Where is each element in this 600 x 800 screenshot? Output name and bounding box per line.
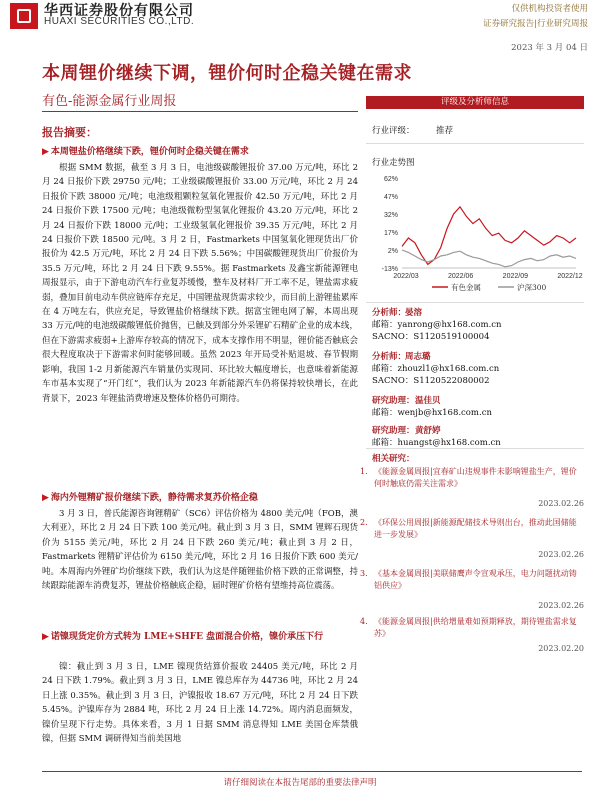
- divider: [366, 448, 584, 449]
- analyst-name: 周志璐: [405, 352, 431, 362]
- y-tick-label: 32%: [383, 212, 398, 219]
- report-date: 2023 年 3 月 04 日: [511, 43, 588, 53]
- related-research-item[interactable]: [360, 517, 582, 541]
- section-3-body: 镍：截止到 3 月 3 日，LME 镍现货结算价报收 24405 美元/吨，环比 2 月 24 日下跌 1.79%。截止到 3 月 3 日，LME 镍总库存为 44736 吨，环比 2 月 24 日上涨 0.35%。截止到 3 月 3 日，沪镍报收 18.67 万元/吨，环比 2 月 24 日下跌 5.45%。沪镍库存为 2884 吨，环比 2 月 24 日上涨 14.72%。周内消息面频发，镍价呈现下行走势。具体来看，3 月 1 日据 SMM 消息得知 LME 美国仓库禁俄镍，但据 SMM 调研得知当前美国地: [42, 662, 358, 745]
- related-research-item[interactable]: [360, 568, 582, 592]
- page-subtitle: 有色-能源金属行业周报: [42, 94, 177, 109]
- related-item-title: 《环保公用周报|新能源配储技术导则出台，推动此国储能进一步发展》: [374, 518, 577, 539]
- analyst-sac: SACNO：S1120522080002: [372, 376, 490, 386]
- analyst-email: 邮箱：yanrong@hx168.com.cn: [372, 320, 502, 330]
- y-tick-label: -13%: [381, 266, 398, 273]
- related-item-number: 1.: [360, 467, 368, 476]
- related-item-number: 3.: [360, 569, 368, 578]
- related-research-item[interactable]: [360, 466, 582, 490]
- related-item-date: 2023.02.26: [538, 499, 584, 508]
- section-1-body: 根据 SMM 数据，截至 3 月 3 日，电池级碳酸锂报价 37.00 万元/吨，环比 2 月 24 日报价下跌 29750 元/吨；工业级碳酸锂报价 33.00 万元/吨，环比 2 月 24 日报价下跌 38000 元/吨；电池级粗颗粒氢氧化锂报价 42.50 万元/吨，环比 2 月 24 日报价下跌 17500 元/吨；电池级微粉型氢氧化锂报价 43.20 万元/吨，环比 2 月 24 日报价下跌 18000 元/吨；工业级氢氧化锂报价 39.35 万元/吨，环比 2 月 24 日报价下跌 18500 元/吨。3 月 2 日，Fastmarkets 中国氢氧化锂现货出厂价报价为 42.5 万元/吨，环比 2 月 24 日下跌 5.56%；中国碳酸锂现货出厂价报价为 35.5 万元/吨，环比 2 月 24 日下跌 9.55%。据 Fastmarkets 及鑫宝新能源锂电周报显示，由于下游电动汽车行业复苏缓慢，整车及材料厂开工率不足，锂盐需求疲弱，叠加目前电动车供应链库存充足，中国锂盐现货需求较少，而目前上游锂盐累库在 4 万吨左右，供应充足，导致锂盐价格继续下跌。据富宝锂电网了解，本周出现 33 万元/吨的电池级碳酸锂低价抛售，已触及到部分外采锂矿石精矿企业的成本线，但在下游需求疲弱+上游库存较高的情况下，成本支撑作用不明显，锂价能否触底会很大程度取决于下游需求何时能够回暖。虽然 2023 年开局受补贴退坡、春节假期影响，我国 1-2 月新能源汽车销量仍实现同、环比较大幅度增长，也意味着新能源车市基本实现了“开门红”，我们认为 2023 年新能源汽车仍将保持较快增长，在此背景下，2023 年锂盐消费增速及整体价格仍可期待。: [42, 163, 358, 404]
- divider: [366, 302, 584, 303]
- analyst-role: 分析师：: [372, 352, 407, 362]
- triangle-icon: ▶: [42, 147, 49, 157]
- y-tick-label: 47%: [383, 194, 398, 201]
- title-divider: [42, 111, 358, 112]
- related-item-title: 《能源金属周报|宜春矿山违规事件未影响锂盐生产，锂价何时触底仍需关注需求》: [374, 467, 577, 488]
- analyst-role: 研究助理：: [372, 396, 415, 406]
- sidebar-header: 评级及分析师信息: [366, 96, 584, 109]
- footer-disclaimer: 请仔细阅读在本报告尾部的重要法律声明: [223, 778, 377, 788]
- x-tick-label: 2022/03: [393, 273, 419, 280]
- section-2-body: 3 月 3 日，普氏能源咨询锂精矿（SC6）评估价格为 4800 美元/吨（FOB，澳大利亚），环比 2 月 24 日下跌 100 美元/吨。截止到 3 月 3 日，SMM 锂辉石现货价为 5155 美元/吨，环比 2 月 24 日下跌 260 美元/吨；截止到 3 月 2 日，Fastmarkets 锂精矿评估价为 6150 美元/吨，环比 2 月 16 日报价下跌 600 美元/吨。本周海内外锂矿均价继续下跌，我们认为这是伴随锂盐价格下跌的正常调整，持续跟踪能源车消费复苏，锂盐价格触底企稳，届时锂矿价格有望维持高位震荡。: [42, 509, 358, 592]
- analyst-role: 研究助理：: [372, 426, 415, 436]
- report-type: 证券研究报告|行业研究周报: [483, 19, 588, 29]
- legend-label: 有色金属: [451, 283, 481, 292]
- analyst-email: 邮箱：zhouzl1@hx168.com.cn: [372, 364, 500, 374]
- x-tick-label: 2022/09: [502, 273, 528, 280]
- notice: 仅供机构投资者使用: [511, 4, 588, 14]
- summary-label: 报告摘要：: [42, 126, 97, 139]
- analyst-name: 黄舒婷: [415, 426, 441, 436]
- analyst-sac: SACNO：S1120519100004: [372, 332, 490, 342]
- analyst-name: 温佳贝: [415, 396, 441, 406]
- company-logo-icon: [10, 3, 38, 29]
- footer-divider: [42, 771, 582, 772]
- analyst-name: 晏溶: [405, 308, 423, 318]
- section-1-heading: ▶ 本周锂盐价格继续下跌，锂价何时企稳关键在需求: [42, 147, 249, 157]
- section-2-heading: ▶ 海内外锂精矿报价继续下跌，静待需求复苏价格企稳: [42, 493, 258, 503]
- company-name-cn: 华西证券股份有限公司: [44, 3, 194, 19]
- related-item-date: 2023.02.26: [538, 601, 584, 610]
- analyst-role: 分析师：: [372, 308, 407, 318]
- related-item-date: 2023.02.20: [538, 644, 584, 653]
- divider: [366, 143, 584, 144]
- section-3-heading: ▶ 诺镍现货定价方式转为 LME+SHFE 盘面混合价格，镍价承压下行: [42, 632, 324, 642]
- company-name-en: HUAXI SECURITIES CO.,LTD.: [44, 16, 195, 27]
- related-item-number: 2.: [360, 518, 368, 527]
- analyst-email: 邮箱：huangst@hx168.com.cn: [372, 438, 501, 448]
- y-tick-label: 17%: [383, 230, 398, 237]
- related-item-title: 《基本金属周报|美联储鹰声令宣观承压，电力问题扰动铸铝供应》: [374, 569, 577, 590]
- related-label: 相关研究：: [372, 454, 415, 464]
- related-item-title: 《能源金属周报|供给增量难如预期释放，期待锂盐需求复苏》: [374, 617, 577, 638]
- related-research-item[interactable]: [360, 616, 582, 640]
- analyst-email: 邮箱：wenjb@hx168.com.cn: [372, 408, 492, 418]
- related-item-number: 4.: [360, 617, 368, 626]
- triangle-icon: ▶: [42, 632, 49, 642]
- x-tick-label: 2022/06: [448, 273, 474, 280]
- y-tick-label: 2%: [387, 248, 398, 255]
- y-tick-label: 62%: [383, 176, 398, 183]
- x-tick-label: 2022/12: [557, 273, 583, 280]
- rating-label: 行业评级：: [372, 126, 415, 136]
- rating-value: 推荐: [436, 126, 454, 136]
- related-item-date: 2023.02.26: [538, 550, 584, 559]
- industry-trend-chart: [366, 170, 584, 300]
- trend-label: 行业走势图: [372, 158, 415, 168]
- page-title: 本周锂价继续下调，锂价何时企稳关键在需求: [42, 63, 412, 84]
- legend-label: 沪深300: [517, 283, 547, 292]
- triangle-icon: ▶: [42, 493, 49, 503]
